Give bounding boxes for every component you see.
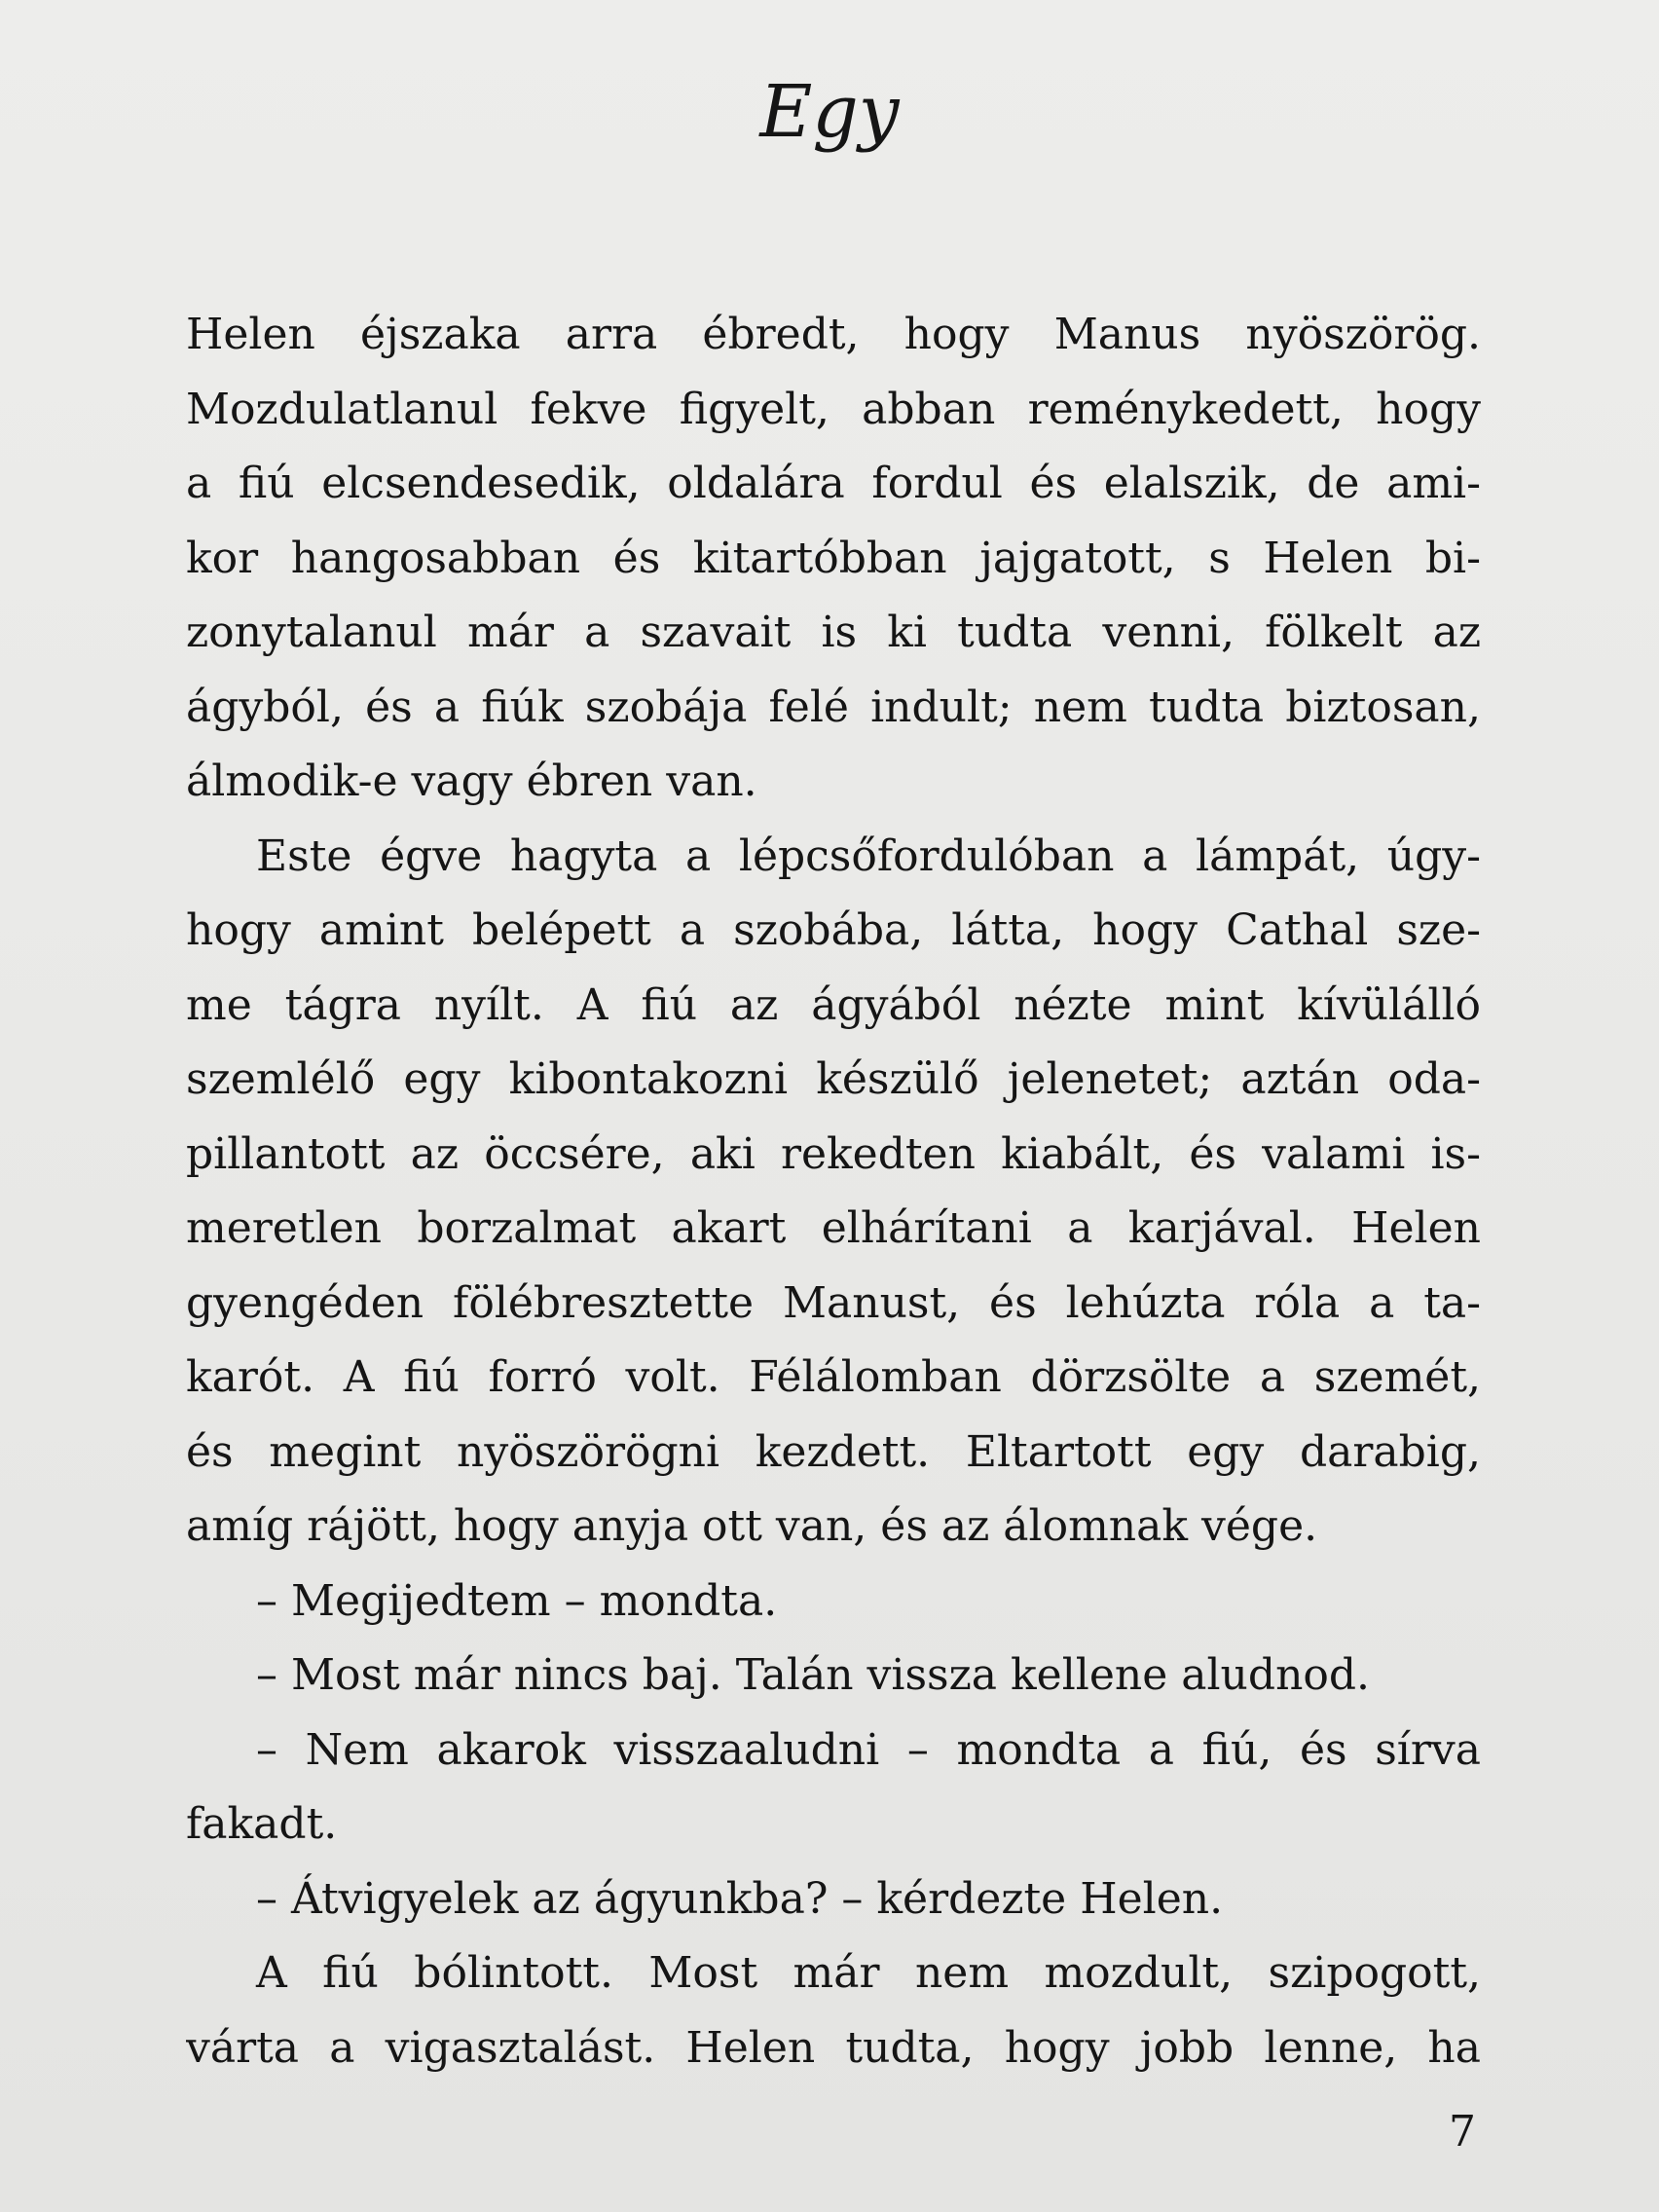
dialogue-line: – Nem akarok visszaaludni – mondta a fiú, és sírva bbox=[256, 1724, 1481, 1775]
text-line: karót. A fiú forró volt. Félálomban dörzsölte a szemét, bbox=[186, 1352, 1481, 1402]
text-line: várta a vigasztalást. Helen tudta, hogy jobb lenne, ha bbox=[186, 2022, 1481, 2073]
text-line: meretlen borzalmat akart elhárítani a karjával. Helen bbox=[186, 1203, 1481, 1253]
text-line: zonytalanul már a szavait is ki tudta venni, fölkelt az bbox=[186, 608, 1481, 657]
text-line: és megint nyöszörögni kezdett. Eltartott egy darabig, bbox=[186, 1426, 1481, 1477]
dialogue-line: – Megijedtem – mondta. bbox=[256, 1575, 778, 1626]
text-line: Este égve hagyta a lépcsőfordulóban a lámpát, úgy- bbox=[256, 830, 1481, 881]
text-line: ágyból, és a fiúk szobája felé indult; nem tudta biztosan, bbox=[186, 682, 1481, 732]
text-line: álmodik-e vagy ébren van. bbox=[186, 756, 757, 806]
text-line: A fiú bólintott. Most már nem mozdult, szipogott, bbox=[256, 1948, 1481, 1998]
text-line: a fiú elcsendesedik, oldalára fordul és elalszik, de ami- bbox=[186, 459, 1481, 508]
text-line: fakadt. bbox=[186, 1799, 338, 1849]
dialogue-line: – Átvigyelek az ágyunkba? – kérdezte Helen. bbox=[256, 1873, 1224, 1924]
text-line: kor hangosabban és kitartóbban jajgatott, s Helen bi- bbox=[186, 533, 1481, 583]
text-line: hogy amint belépett a szobába, látta, hogy Cathal sze- bbox=[186, 905, 1481, 955]
body-text bbox=[186, 298, 1481, 2085]
chapter-title: Egy bbox=[759, 70, 900, 154]
text-line: Mozdulatlanul fekve figyelt, abban reménykedett, hogy bbox=[186, 384, 1481, 434]
text-line: amíg rájött, hogy anyja ott van, és az álomnak vége. bbox=[186, 1501, 1318, 1551]
text-line: szemlélő egy kibontakozni készülő jelenetet; aztán oda- bbox=[186, 1054, 1481, 1104]
text-line: me tágra nyílt. A fiú az ágyából nézte mint kívülálló bbox=[186, 979, 1481, 1030]
text-line: Helen éjszaka arra ébredt, hogy Manus nyöszörög. bbox=[186, 310, 1481, 359]
text-line: pillantott az öccsére, aki rekedten kiabált, és valami is- bbox=[186, 1128, 1481, 1179]
text-line: gyengéden fölébresztette Manust, és lehúzta róla a ta- bbox=[186, 1277, 1481, 1328]
page-number: 7 bbox=[1449, 2107, 1476, 2157]
dialogue-line: – Most már nincs baj. Talán vissza kellene aludnod. bbox=[256, 1650, 1371, 1700]
